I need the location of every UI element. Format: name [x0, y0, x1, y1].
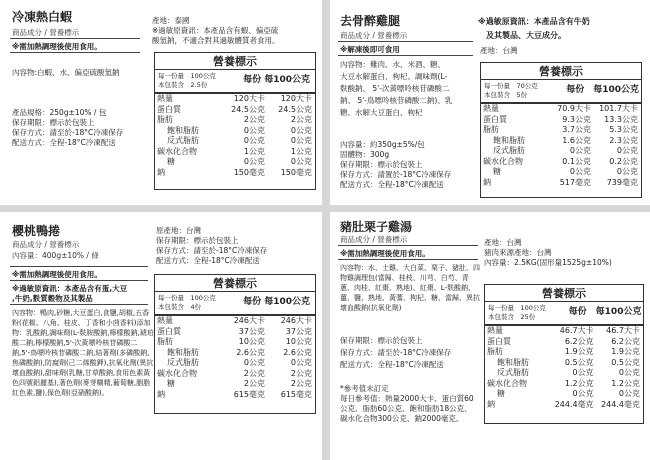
reference-values-3: 碳水化合物300公克、鈉2000毫克。	[340, 414, 464, 423]
nutrient-name: 熱量	[157, 94, 173, 103]
nutrition-title: 營養標示	[485, 285, 643, 302]
per-100g: 101.7大卡	[599, 104, 638, 113]
delivery-text: 配送方式：全程-18°C冷凍配送	[12, 138, 116, 147]
allergen-text-2: 酸氫鈉，不適合對其過敏體質者食用。	[152, 36, 280, 45]
per-serving: 37公克	[238, 326, 265, 336]
reference-note: *參考值未訂定	[340, 384, 389, 393]
column-header: 每份 每100公克	[566, 85, 639, 95]
shelf-life-text: 保存期限：標示於包裝上	[156, 236, 239, 245]
per-100g: 13.3公克	[604, 114, 638, 124]
per-100g: 246大卡	[280, 316, 312, 325]
per-100g: 120大卡	[280, 94, 312, 103]
storage-text: 保存方式：請至於-18°C冷凍保存	[156, 246, 268, 255]
storage-text: 保存方式：請至於-18°C冷凍保存	[340, 348, 452, 357]
per-serving: 2公克	[243, 379, 265, 388]
pork-origin-text: 豬肉來源產地：台灣	[484, 248, 552, 257]
per-100g: 0.2公克	[609, 156, 638, 166]
nutrient-name: 脂肪	[483, 125, 499, 134]
serving-size: 每一份量 70公克	[484, 82, 538, 90]
per-serving: 0公克	[243, 125, 265, 135]
nutrient-name: 碳水化合物	[487, 378, 527, 388]
ingredients-text: 內容物:白蝦、水、偏亞硫酸氫鈉	[12, 68, 120, 77]
product-card-drunken-chicken	[330, 0, 650, 205]
storage-text: 保存方式：請置於-18°C冷凍保存	[340, 170, 452, 179]
per-serving: 120大卡	[233, 94, 265, 103]
per-100g: 6.2公克	[611, 336, 640, 346]
nutrient-name: 糖	[493, 167, 501, 176]
per-serving: 0公克	[243, 136, 265, 145]
nutrient-name: 碳水化合物	[157, 146, 197, 156]
nutrient-name: 糖	[497, 389, 505, 398]
per-100g: 1.9公克	[611, 347, 640, 356]
nutrient-name: 蛋白質	[157, 326, 181, 336]
per-100g: 37公克	[285, 326, 312, 336]
shelf-life-text: 保存期限：標示於包裝上	[340, 160, 423, 169]
ingredients-label: 商品成分 / 營養標示	[12, 28, 80, 37]
per-100g: 2公克	[290, 115, 312, 124]
per-serving: 3.7公克	[562, 125, 591, 134]
nutrient-name: 反式脂肪	[497, 368, 529, 377]
per-100g: 10公克	[285, 337, 312, 346]
nutrient-name: 飽和脂肪	[497, 357, 529, 367]
nutrient-name: 鈉	[483, 177, 491, 187]
per-100g: 1.2公克	[611, 378, 640, 388]
ingredients-text-2: 大豆水解蛋白、枸杞、調味劑(L-	[340, 72, 448, 81]
delivery-text: 配送方式：全程-18°C冷凍配送	[340, 360, 444, 369]
per-100g: 1公克	[290, 146, 312, 156]
serving-size: 每一份量 100公克	[158, 294, 216, 302]
volume-text: 內容量：2.5KG(固形量1525g±10%)	[484, 258, 612, 267]
per-100g: 615毫克	[280, 389, 312, 399]
nutrient-name: 鈉	[157, 389, 165, 399]
allergen-text-2: ,牛奶,麩質穀物及其製品	[12, 294, 93, 303]
reference-values: 每日參考值：熱量2000大卡、蛋白質60	[340, 394, 474, 403]
per-serving: 1公克	[243, 146, 265, 156]
per-100g: 2.6公克	[283, 347, 312, 357]
servings-per-pack: 本包裝含 4份	[158, 303, 202, 311]
allergen-text: ※過敏原資訊：本產品含有蛋,大豆	[12, 284, 128, 293]
per-100g: 0公克	[616, 146, 638, 155]
per-serving: 1.9公克	[564, 347, 594, 356]
per-serving: 2公克	[243, 115, 265, 124]
per-100g: 24.5公克	[278, 104, 312, 114]
product-card-chestnut-soup	[330, 212, 650, 460]
nutrient-name: 糖	[167, 379, 175, 388]
nutrition-table	[480, 62, 642, 198]
per-serving: 2公克	[243, 368, 265, 378]
nutrient-name: 碳水化合物	[157, 368, 197, 378]
per-100g: 244.4毫克	[601, 399, 640, 409]
column-header: 每份 每100公克	[243, 297, 311, 307]
per-100g: 0.5公克	[611, 357, 640, 367]
per-serving: 246大卡	[233, 316, 265, 325]
nutrition-table	[484, 284, 644, 424]
nutrient-name: 熱量	[157, 316, 173, 325]
per-100g: 0公克	[290, 358, 312, 367]
per-serving: 1.2公克	[564, 378, 594, 388]
ingredients-text: 內容物：水、土雞、大白菜、栗子、豬肚、四物雞調理包(當歸、桂枝、川芎、白芍、青蔥、肉桂、紅棗、熟地)、紅棗、L-麩酸鈉、薑、鹽、熟地、黃蓍、枸杞、糖、當歸、異抗壞血酸鈉(抗氧化劑)	[340, 264, 480, 312]
allergen-text: ※過敏原資訊：本產品含有牛奶	[478, 17, 590, 26]
nutrient-name: 碳水化合物	[483, 156, 523, 166]
allergen-text-2: 及其製品、大豆成分。	[486, 31, 566, 40]
column-header: 每份 每100公克	[568, 307, 642, 317]
origin-text: 產地：泰國	[152, 16, 190, 25]
per-100g: 0公克	[290, 125, 312, 135]
per-100g: 0公克	[290, 157, 312, 166]
delivery-text: 配送方式：全程-18°C冷凍配送	[340, 180, 444, 189]
per-100g: 2公克	[290, 368, 312, 378]
cook-note: ※需加熱調理後使用食用。	[340, 249, 430, 258]
nutrient-name: 脂肪	[157, 115, 173, 124]
delivery-text: 配送方式：全程-18°C冷凍配送	[156, 256, 260, 265]
ingredients-label: 商品成分 / 營養標示	[12, 240, 80, 249]
per-serving: 9.3公克	[562, 114, 591, 124]
reference-values-2: 公克、脂肪60公克、飽和脂肪18公克、	[340, 404, 472, 413]
per-serving: 517毫克	[559, 177, 591, 187]
cook-note: ※需加熱調理後使用食用。	[12, 42, 102, 51]
nutrition-title: 營養標示	[155, 275, 315, 292]
per-100g: 0公克	[618, 389, 640, 398]
nutrient-name: 飽和脂肪	[167, 125, 199, 135]
per-serving: 0公克	[569, 146, 591, 155]
nutrient-name: 熱量	[487, 326, 503, 335]
servings-per-pack: 本包裝含 5份	[484, 91, 528, 99]
per-100g: 5.3公克	[609, 125, 638, 134]
ingredients-label: 商品成分 / 營養標示	[340, 31, 408, 40]
nutrient-name: 脂肪	[157, 337, 173, 346]
product-name: 櫻桃鴨捲	[12, 224, 61, 238]
per-serving: 0公克	[572, 389, 594, 398]
origin-text: 產地：台灣	[480, 46, 518, 55]
serving-size: 每一份量 100公克	[488, 304, 546, 312]
per-serving: 150毫克	[233, 167, 265, 177]
per-100g: 0公克	[290, 136, 312, 145]
servings-per-pack: 本包裝含 2.5份	[158, 81, 208, 89]
nutrient-name: 反式脂肪	[167, 358, 199, 367]
spec-text: 產品規格：250g±10% / 包	[12, 108, 107, 117]
per-serving: 1.6公克	[562, 135, 591, 145]
solid-text: 固體物：300g	[340, 150, 390, 159]
volume-text: 內容量：約350g±5%/包	[340, 140, 425, 149]
per-serving: 6.2公克	[564, 336, 594, 346]
nutrition-table	[154, 52, 316, 190]
per-100g: 2公克	[290, 379, 312, 388]
nutrient-name: 飽和脂肪	[167, 347, 199, 357]
nutrient-name: 飽和脂肪	[493, 135, 525, 145]
nutrient-name: 鈉	[487, 399, 495, 409]
per-serving: 0公克	[569, 167, 591, 176]
ingredients-text-4: 鈉、 5'-鳥嘌呤核苷磷酸二鈉)、乳	[340, 96, 453, 105]
per-serving: 24.5公克	[231, 104, 265, 114]
shelf-life-text: 保存期限：標示於包裝上	[340, 336, 423, 345]
per-100g: 0公克	[618, 368, 640, 377]
nutrient-name: 糖	[167, 157, 175, 166]
nutrient-name: 鈉	[157, 167, 165, 177]
per-serving: 244.4毫克	[554, 399, 594, 409]
nutrient-name: 反式脂肪	[493, 146, 525, 155]
column-header: 每份 每100公克	[243, 75, 311, 85]
per-serving: 0.5公克	[564, 357, 594, 367]
per-100g: 46.7大卡	[606, 326, 640, 335]
per-100g: 150毫克	[280, 167, 312, 177]
per-serving: 0公克	[243, 157, 265, 166]
thaw-note: ※解凍後即可食用	[340, 45, 400, 54]
product-card-duck-roll	[0, 212, 322, 460]
nutrient-name: 蛋白質	[483, 114, 507, 124]
nutrient-name: 蛋白質	[487, 336, 511, 346]
per-100g: 739毫克	[606, 177, 638, 187]
per-serving: 615毫克	[233, 389, 265, 399]
per-serving: 0公克	[243, 358, 265, 367]
nutrient-name: 熱量	[483, 104, 499, 113]
product-card-shrimp	[0, 0, 322, 205]
nutrition-table	[154, 274, 316, 414]
ingredients-text: 內容物：雞肉、水、米酒、糖、	[340, 60, 445, 69]
nutrient-name: 蛋白質	[157, 104, 181, 114]
ingredients-text-3: 麩酸鈉、 5'-次黃嘌呤核苷磷酸二	[340, 84, 450, 93]
per-serving: 2.6公克	[236, 347, 265, 357]
cook-note: ※需加熱調理後使用食用。	[12, 270, 102, 279]
origin-text: 原產地：台灣	[156, 226, 201, 235]
product-name: 冷凍熱白蝦	[12, 10, 73, 24]
per-serving: 0.1公克	[562, 156, 591, 166]
ingredients-label: 商品成分 / 營養標示	[340, 235, 408, 244]
nutrition-title: 營養標示	[481, 63, 641, 80]
ingredients-text: 內容物：鴨肉,砂糖,大豆蛋白,食鹽,胡椒,五香粉(花椒、八角、桂皮、丁香和小茴香料)添加物：乳酸鈉,調味劑(L-麩胺酸鈉,檸檬酸鈉,琥珀酸二鈉,檸檬酸鈉,5'-次黃嘌呤核苷磷酸二鈉,5'-鳥嘌呤核苷磷酸二鈉,結著劑(多磷酸鈉,焦磷酸鈉),防腐劑(己二烯酸鉀),抗氧化劑(異抗壞血酸鈉),甜味劑(乳糖,甘草酸鈉,食用色素黃色四號鋁麗基),著色劑(麥芽糊精,葡萄糖,胭脂紅色素,鹽),保色劑(亞硝酸鈉)。	[12, 309, 154, 397]
nutrient-name: 脂肪	[487, 347, 503, 356]
shelf-life-text: 保存期限：標示於包裝上	[12, 118, 95, 127]
per-serving: 70.9大卡	[557, 104, 591, 113]
nutrition-title: 營養標示	[155, 53, 315, 70]
allergen-text: ※過敏原資訊：本產品含有蝦、偏亞硫	[152, 26, 279, 35]
per-100g: 2.3公克	[609, 135, 638, 145]
per-100g: 0公克	[616, 167, 638, 176]
serving-size: 每一份量 100公克	[158, 72, 216, 80]
per-serving: 10公克	[238, 337, 265, 346]
ingredients-text-5: 糖、水解大豆蛋白、枸杞	[340, 108, 423, 117]
storage-text: 保存方式：請至於-18°C冷凍保存	[12, 128, 124, 137]
volume-text: 內容量：400g±10% / 條	[12, 251, 99, 260]
origin-text: 產地：台灣	[484, 238, 522, 247]
product-name: 去骨醉雞腿	[340, 14, 401, 28]
per-serving: 46.7大卡	[559, 326, 594, 335]
per-serving: 0公克	[572, 368, 594, 377]
nutrient-name: 反式脂肪	[167, 136, 199, 145]
servings-per-pack: 本包裝含 25份	[488, 313, 536, 321]
product-name: 豬肚栗子雞湯	[340, 220, 413, 234]
